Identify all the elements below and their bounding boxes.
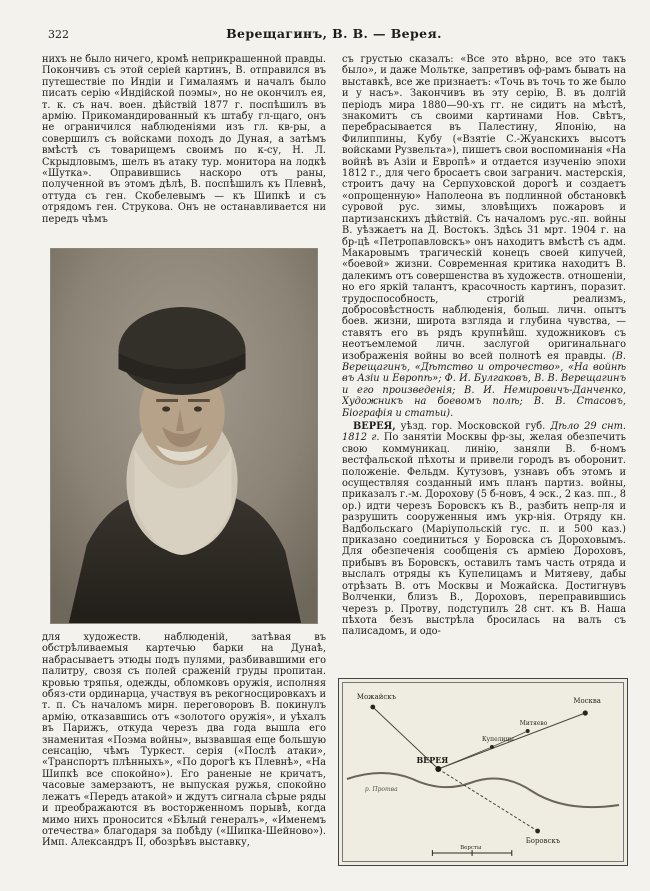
vereya-article: [342, 421, 626, 638]
bibliography-text: (В. Верещагинъ, «Дѣтство и отрочество», «На войнѣ въ Азіи и Европѣ»; Ф. И. Булгаковъ, В. В. Верещагинъ и его произведенія; В. И. Немировичъ-Данченко, Художникъ на боевомъ полѣ; В. В. Стасовъ, Біографія и статьи).: [342, 350, 626, 419]
right-column: [342, 54, 626, 878]
map-label-kupelitsy: Купелицы: [482, 735, 514, 744]
left-column-bottom-text: для художеств. наблюденій, затѣвая въ обстрѣливаемыя картечью барки на Дунаѣ, набрасываетъ этюды подъ пулями, разбивавшими его палитру, свозя съ полей сраженій груды пропитан. кровью тряпья, одежды, обломковъ оружія, исполняя обяз-сти ординарца, участвуя въ рекогносцировкахъ и т. п. Съ началомъ мирн. переговоровъ В. покинулъ армію, отказавшись отъ «золотого оружія», и уѣхалъ въ Парижъ, откуда черезъ два года вышла его знаменитая «Поэма войны», вызвавшая еще большую сенсацію, чѣмъ Туркест. серія («Послѣ атаки», «Транспортъ плѣнныхъ», «По дорогѣ къ Плевнѣ», «На Шипкѣ все спокойно»). Его раненые не кричатъ, часовые замерзаютъ, не выпуская ружья, спокойно лежатъ «Передъ атакой» и ждутъ сигнала сѣрые ряды и преображаются въ восторженномъ порывѣ, когда мимо нихъ проносится «Бѣлый генералъ», «Именемъ отечества» благодаря за побѣду («Шипка-Шейново»). Имп. Александръ II, обозрѣвъ выставку,: [42, 632, 326, 849]
vereya-article-lead: ВЕРЕЯ,: [353, 421, 396, 432]
article-text: съ грустью сказалъ: «Все это вѣрно, все это такъ было», и даже Мольтке, запретивъ оф-рамъ бывать на выставкѣ, все же признаетъ: «Точь въ точь то же было и у насъ». Закончивъ въ эту серію, В. въ долгій періодъ мира 1880—90-хъ гг. не сидитъ на мѣстѣ, знакомитъ съ своими картинами Нов. Свѣтъ, перебрасывается въ Палестину, Японію, на Филиппины, Кубу («Взятіе С.-Жуанскихъ высотъ войсками Рузвельта»), пишетъ свои воспоминанія «На войнѣ въ Азіи и Европѣ» и отдается изученію эпохи 1812 г., для чего бросаетъ свои загранич. мастерскія, строитъ дачу на Серпуховской дорогѣ и создаетъ «опрощенную» Наполеона въ подлинной обстановкѣ суровой рус. зимы, зловѣщихъ пожаровъ и партизанскихъ дѣйствій. Съ началомъ рус.-яп. войны В. уѣзжаетъ на Д. Востокъ. Здѣсь 31 мрт. 1904 г. на бр-цѣ «Петропавловскъ» онъ находитъ вмѣстѣ съ адм. Макаровымъ трагическій конецъ своей кипучей, «боевой» жизни. Современная критика находитъ В. далекимъ отъ совершенства въ художеств. отношеніи, но его яркій талантъ, красочность картинъ, поразит. трудоспособность, строгій реализмъ, добросовѣстность наблюденія, больш. личн. опытъ боев. жизни, широта взгляда и глубина чувства, — ставятъ его въ рядъ крупнѣйш. художниковъ съ неотъемлемой личн. заслугой оригинальнаго изображенія войны во всей полнотѣ ея правды.: [342, 54, 626, 362]
map-label-mozhaysk: Можайскъ: [356, 692, 396, 702]
vereya-case-title: Дѣло 29 снт. 1812 г.: [342, 421, 626, 444]
map-label-mityaevo: Митяево: [519, 719, 548, 728]
two-column-layout: [42, 54, 626, 878]
map-town-kupelitsy-dot: [490, 745, 494, 749]
right-column-text: [342, 54, 626, 670]
portrait-illustration: [51, 249, 317, 623]
map-scale-label: Версты: [460, 844, 482, 852]
left-column: [42, 54, 326, 878]
vereya-article-body: По занятіи Москвы фр-зы, желая обезпечить свою коммуникац. линію, заняли В. б-номъ вестфальской пѣхоты и привели городъ въ оборонит. положеніе. Фельдм. Кутузовъ, узнавъ объ этомъ и осуществляя созданный имъ планъ партиз. войны, приказалъ г.-м. Дорохову (5 б-новъ, 4 эск., 2 каз. пп., 8 ор.) идти черезъ Боровскъ къ В., разбить непр-ля и разрушить сооруженныя имъ укр-нія. Отряду кн. Вадбольскаго (Маріупольскій гус. п. и 500 каз.) приказано соединиться у Боровска съ Дороховымъ. Для обезпеченія сообщенія съ арміею Дороховъ, прибывъ въ Боровскъ, оставилъ тамъ часть отряда и выслалъ отряды къ Купелицамъ и Митяеву, дабы отрѣзать В. отъ Москвы и Можайска. Достигнувъ Волченки, близъ В., Дороховъ, переправившись черезъ р. Протву, подступилъ 28 снт. къ В. Наша пѣхота безъ выстрѣла бросилась на валъ съ палисадомъ, и одо-: [342, 432, 626, 638]
vereya-article-subtitle: уѣзд. гор. Московской губ.: [395, 421, 551, 432]
map-town-mozhaysk-dot: [370, 705, 375, 710]
portrait-photo: [50, 248, 318, 624]
vereshchagin-article-continuation: [342, 54, 626, 419]
left-column-top-text: нихъ не было ничего, кромѣ неприкрашенной правды. Покончивъ съ этой серіей картинъ, В. отправился въ путешествіе по Индіи и Гималаямъ и началъ было писать серію «Индійской поэмы», но не окончилъ ея, т. к. съ нач. воен. дѣйствій 1877 г. поспѣшилъ въ армію. Прикомандированный къ штабу гл-щаго, онъ не ограничился наблюденіями изъ гл. кв-ры, а совершилъ съ войсками походъ до Дуная, а затѣмъ вмѣстѣ съ товарищемъ своимъ по к-су, Н. Л. Скрыдловымъ, шелъ въ атаку тур. монитора на лодкѣ «Шутка». Оправившись наскоро отъ раны, полученной въ этомъ дѣлѣ, В. поспѣшилъ къ Плевнѣ, оттуда съ ген. Скобелевымъ — къ Шипкѣ и съ отрядомъ ген. Струкова. Онъ не останавливается ни передъ чѣмъ: [42, 54, 326, 225]
running-title: Верещагинъ, В. В. — Верея.: [226, 26, 442, 41]
map-label-moskva: Москва: [573, 696, 601, 706]
map-label-borovsk: Боровскъ: [525, 836, 561, 846]
campaign-map: [342, 682, 624, 862]
map-label-vereya: ВЕРЕЯ: [416, 755, 449, 766]
map-town-vereya-dot: [435, 766, 441, 772]
campaign-map-drawing: [343, 683, 623, 861]
campaign-map-frame: [338, 678, 628, 866]
map-label-protva: р. Протва: [364, 785, 398, 794]
map-town-moskva-dot: [583, 710, 588, 715]
map-town-borovsk-dot: [535, 829, 540, 834]
map-town-mityaevo-dot: [526, 729, 530, 733]
page-header: [42, 26, 626, 44]
page-number: 322: [48, 28, 69, 41]
